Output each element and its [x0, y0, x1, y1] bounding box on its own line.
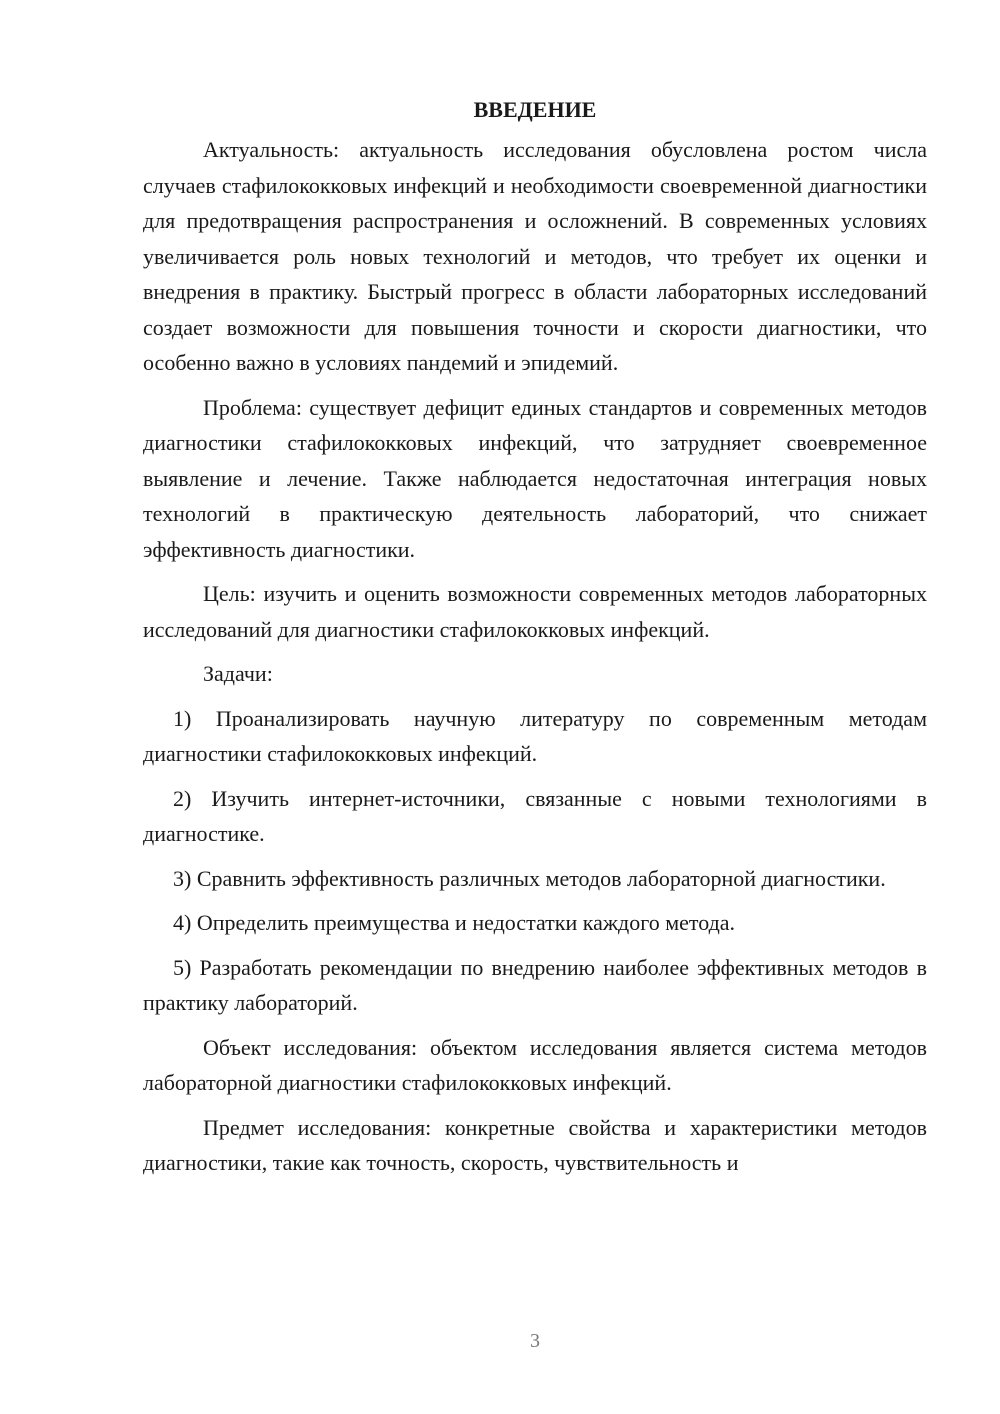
- task-item-3: 3) Сравнить эффективность различных методов лабораторной диагностики.: [173, 865, 886, 891]
- task-item-4: 4) Определить преимущества и недостатки каждого метода.: [173, 910, 736, 935]
- paragraph-relevance: Актуальность: актуальность исследования обусловлена ростом числа случаев стафилококковых инфекций и необходимости своевременной диагностики для предотвращения распространения и осложнений. В современных условиях увеличивается роль новых технологий и методов, что требует их оценки и внедрения в практику. Быстрый прогресс в области лабораторных исследований создает возможности для повышения точности и скорости диагностики, что особенно важно в условиях пандемий и эпидемий.: [143, 137, 927, 375]
- task-item-1: 1) Проанализировать научную литературу по современным методам диагностики стафилококковых инфекций.: [143, 705, 927, 766]
- task-item-2: 2) Изучить интернет-источники, связанные с новыми технологиями в диагностике.: [143, 785, 927, 846]
- tasks-heading: Задачи:: [203, 661, 273, 686]
- paragraph-subject: Предмет исследования: конкретные свойства и характеристики методов диагностики, такие как точность, скорость, чувствительность и: [143, 1114, 927, 1175]
- paragraph-goal: Цель: изучить и оценить возможности современных методов лабораторных исследований для диагностики стафилококковых инфекций.: [143, 581, 927, 642]
- paragraph-object: Объект исследования: объектом исследования является система методов лабораторной диагностики стафилококковых инфекций.: [143, 1034, 927, 1095]
- paragraph-problem: Проблема: существует дефицит единых стандартов и современных методов диагностики стафилококковых инфекций, что затрудняет своевременное выявление и лечение. Также наблюдается недостаточная интеграция новых технологий в практическую деятельность лабораторий, что снижает эффективность диагностики.: [143, 394, 927, 562]
- task-item-5: 5) Разработать рекомендации по внедрению наиболее эффективных методов в практику лабораторий.: [143, 954, 927, 1015]
- section-title: ВВЕДЕНИЕ: [473, 97, 597, 122]
- page-number: 3: [530, 1330, 540, 1352]
- page-content: [143, 92, 927, 1190]
